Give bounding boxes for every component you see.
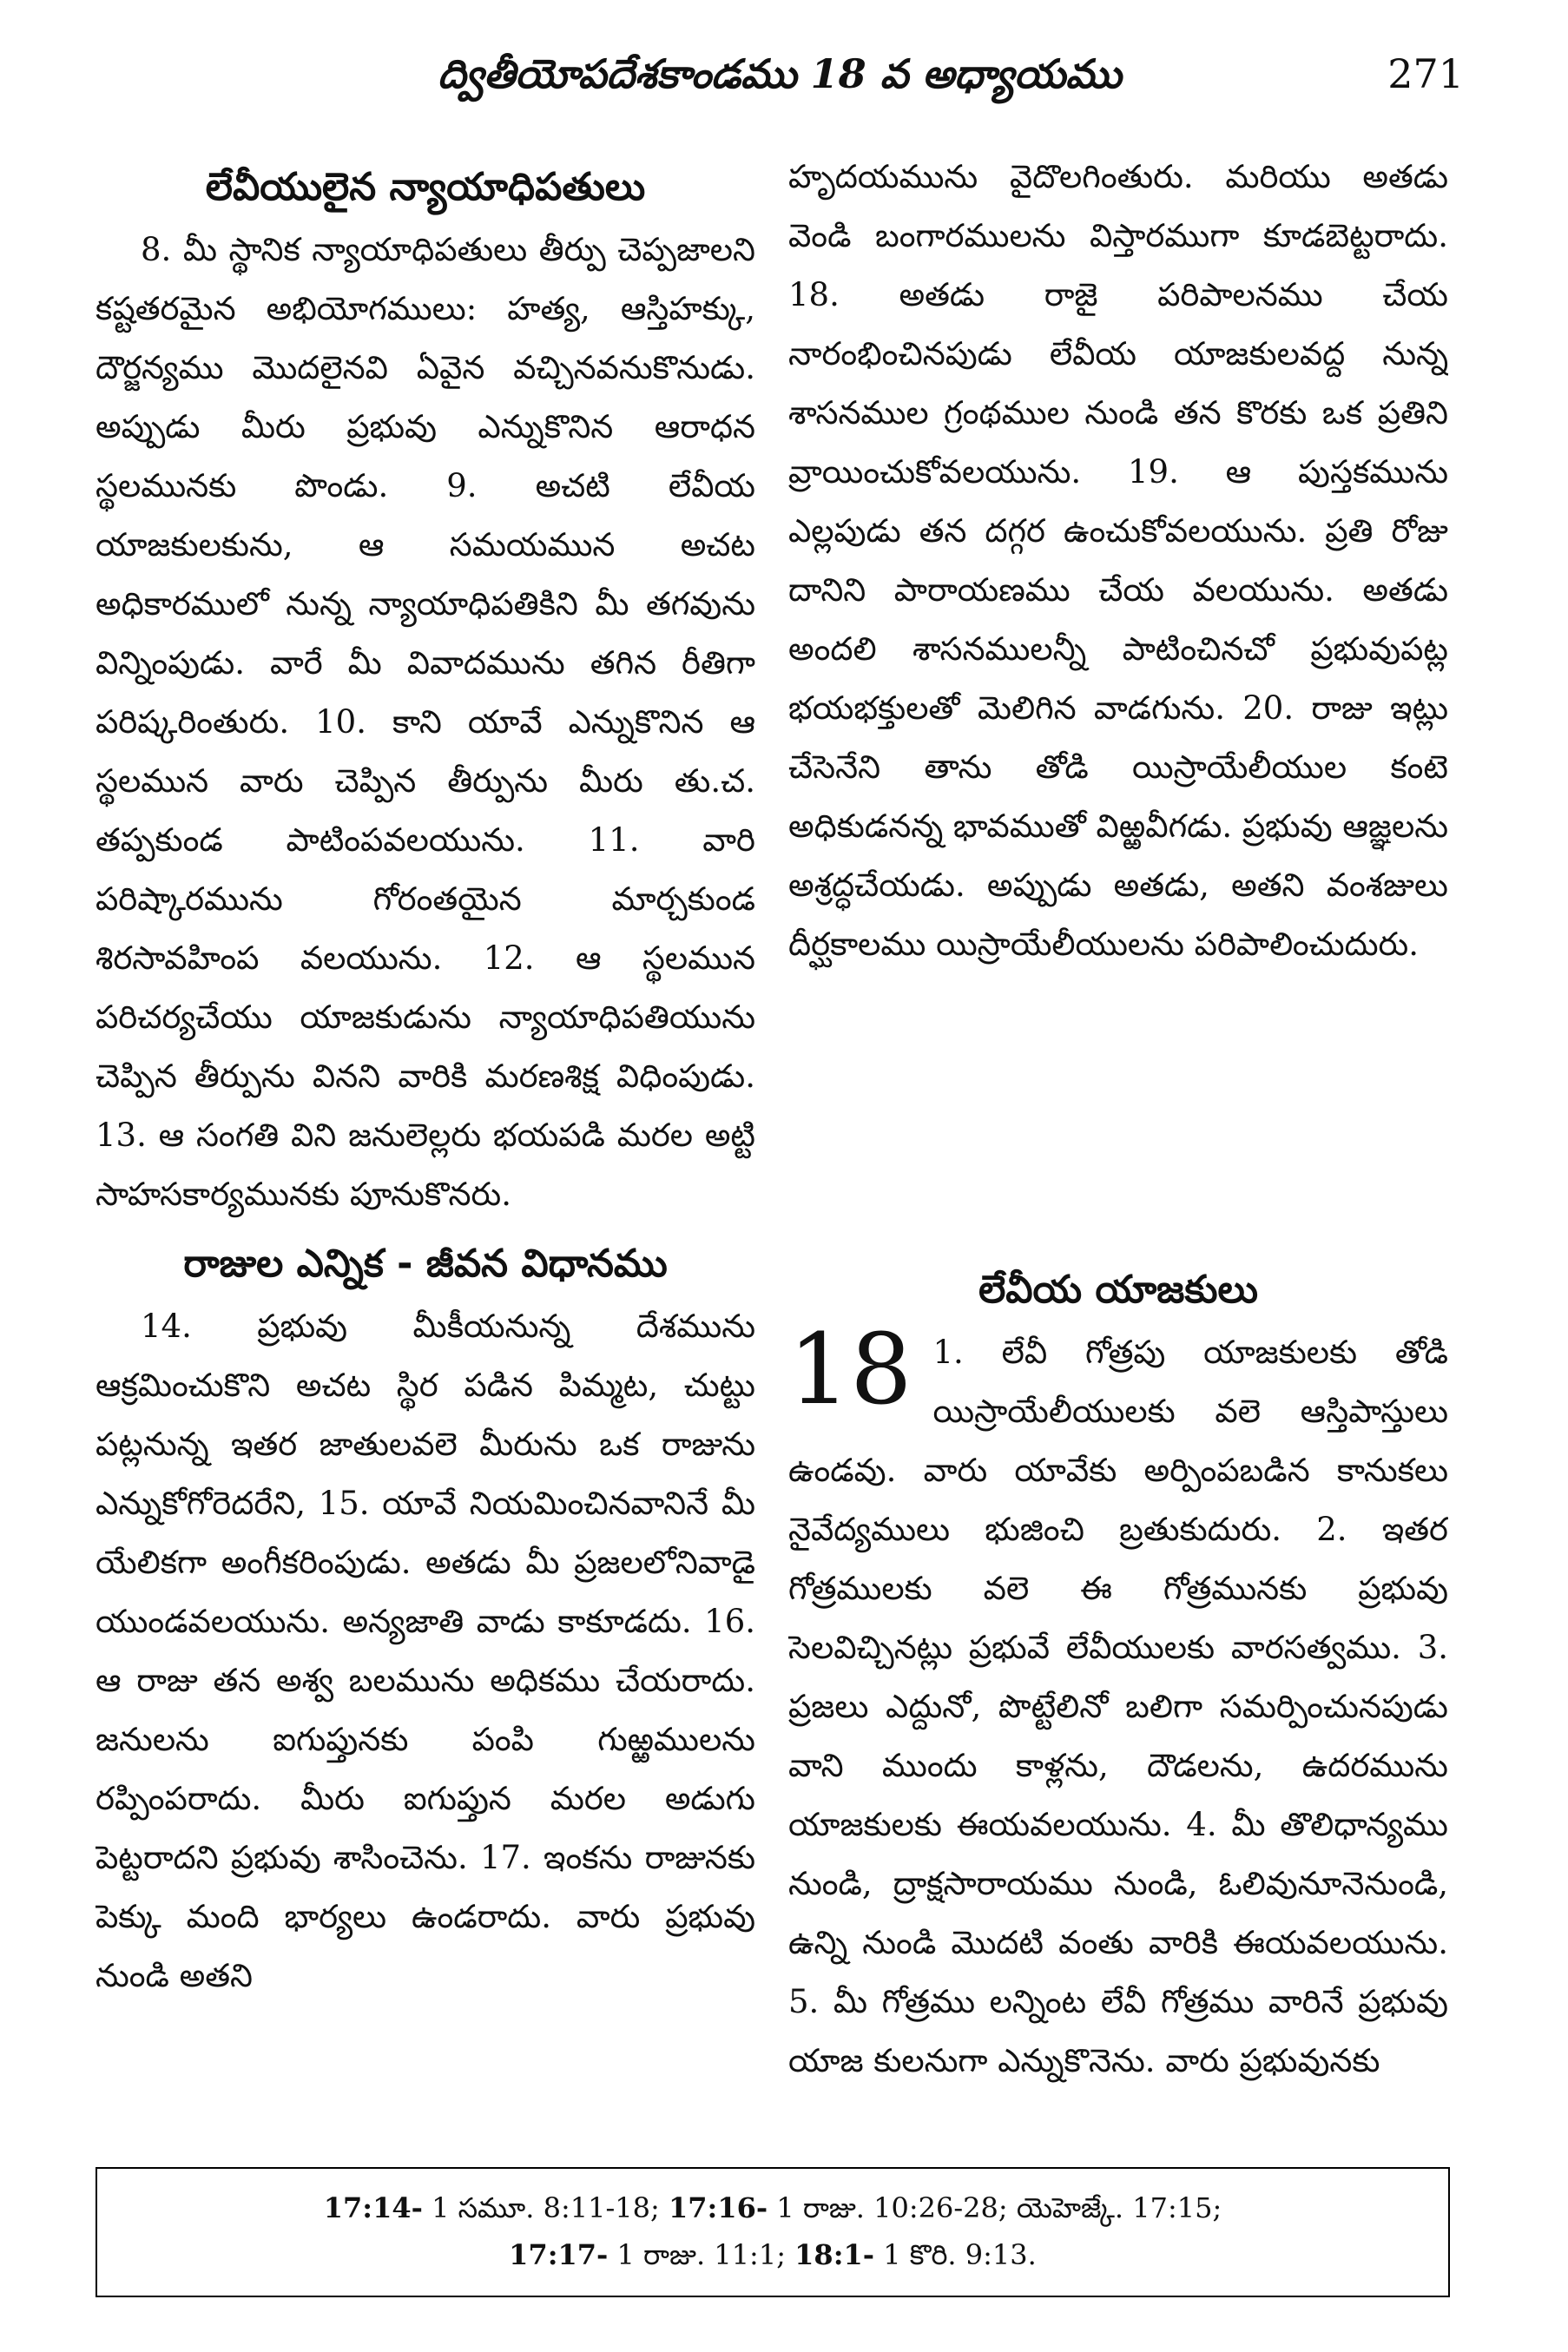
body-paragraph: 14. ప్రభువు మీకీయనున్న దేశమును ఆక్రమించుకొని అచట స్థిర పడిన పిమ్మట, చుట్టు పట్లనున్న ఇతర జాతులవలె మీరును ఒక రాజును ఎన్నుకోగోరెదరేని, 15. యావే నియమించినవానినే మీ యేలికగా అంగీకరింపుడు. అతడు మీ ప్రజలలోనివాడై యుండవలయును. అన్యజాతి వాడు కాకూడదు. 16. ఆ రాజు తన అశ్వ బలమును అధికము చేయరాదు. జనులను ఐగుప్తునకు పంపి గుఱ్ఱములను రప్పింపరాదు. మీరు ఐగుప్తున మరల అడుగు పెట్టరాదని ప్రభువు శాసించెను. 17. ఇంకను రాజునకు పెక్కు మంది భార్యలు ఉండరాదు. వారు ప్రభువు నుండి అతని (96, 1308, 755, 1994)
right-column (788, 148, 1448, 2101)
footnote-ref: 17:14- (323, 2191, 423, 2224)
body-paragraph: హృదయమును వైదొలగింతురు. మరియు అతడు వెండి బంగారములను విస్తారముగా కూడబెట్టరాదు. 18. అతడు రాజై పరిపాలనము చేయ నారంభించినపుడు లేవీయ యాజకులవద్ద నున్న శాసనముల గ్రంథముల నుండి తన కొరకు ఒక ప్రతిని వ్రాయించుకోవలయును. 19. ఆ పుస్తకమును ఎల్లపుడు తన దగ్గర ఉంచుకోవలయును. ప్రతి రోజు దానిని పారాయణము చేయ వలయును. అతడు అందలి శాసనములన్నీ పాటించినచో ప్రభువుపట్ల భయభక్తులతో మెలిగిన వాడగును. 20. రాజు ఇట్లు చేసెనేని తాను తోడి యిస్రాయేలీయుల కంటె అధికుడనన్న భావముతో విఱ్ఱవీగడు. ప్రభువు ఆజ్ఞలను అశ్రద్ధచేయడు. అప్పుడు అతడు, అతని వంశజులు దీర్ఘకాలము యిస్రాయేలీయులను పరిపాలించుదురు. (788, 158, 1448, 963)
running-title: ద్వితీయోపదేశకాండము 18 వ అధ్యాయము (438, 50, 1122, 97)
continued-text-block (788, 148, 1448, 1250)
footnote-line (115, 2231, 1431, 2278)
footnote-text: 1 రాజు. 11:1; (608, 2238, 795, 2271)
chapter-block (788, 1314, 1448, 2091)
footnote-ref: 17:16- (668, 2191, 768, 2224)
body-paragraph: 8. మీ స్థానిక న్యాయాధిపతులు తీర్పు చెప్పజాలని కష్టతరమైన అభియోగములు: హత్య, ఆస్తిహక్కు, దౌర్జన్యము మొదలైనవి ఏవైన వచ్చినవనుకొనుడు. అప్పుడు మీరు ప్రభువు ఎన్నుకొనిన ఆరాధన స్థలమునకు పొండు. 9. అచటి లేవీయ యాజకులకును, ఆ సమయమున అచట అధికారములో నున్న న్యాయాధిపతికిని మీ తగవును విన్నింపుడు. వారే మీ వివాదమును తగిన రీతిగా పరిష్కరింతురు. 10. కాని యావే ఎన్నుకొనిన ఆ స్థలమున వారు చెప్పిన తీర్పును మీరు తు.చ. తప్పకుండ పాటింపవలయును. 11. వారి పరిష్కారమును గోరంతయైన మార్చకుండ శిరసావహింప వలయును. 12. ఆ స్థలమున పరిచర్యచేయు యాజకుడును న్యాయాధిపతియును చెప్పిన తీర్పును వినని వారికి మరణశిక్ష విధింపుడు. 13. ఆ సంగతి విని జనులెల్లరు భయపడి మరల అట్టి సాహసకార్యమునకు పూనుకొనరు. (96, 231, 755, 1213)
page-number: 271 (1387, 50, 1464, 97)
section-heading: లేవీయులైన న్యాయాధిపతులు (205, 165, 646, 209)
left-column (96, 148, 755, 2101)
footnote-ref: 18:1- (794, 2238, 875, 2271)
footnote-line (115, 2184, 1431, 2231)
section-heading: రాజుల ఎన్నిక - జీవన విధానము (183, 1242, 668, 1286)
footnote-text: 1 కొరి. 9:13. (874, 2238, 1037, 2271)
footnote-ref: 17:17- (509, 2238, 609, 2271)
footnote-text: 1 రాజు. 10:26-28; యెహెజ్కే. 17:15; (768, 2191, 1222, 2224)
chapter-number: 18 (788, 1314, 912, 1426)
running-header (96, 50, 1464, 120)
section-heading: లేవీయ యాజకులు (978, 1268, 1258, 1312)
footnote-text: 1 సమూ. 8:11-18; (422, 2191, 669, 2224)
body-paragraph: 1. లేవీ గోత్రపు యాజకులకు తోడి యిస్రాయేలీయులకు వలె ఆస్తిపాస్తులు ఉండవు. వారు యావేకు అర్పింపబడిన కానుకలు నైవేద్యములు భుజించి బ్రతుకుదురు. 2. ఇతర గోత్రములకు వలె ఈ గోత్రమునకు ప్రభువు సెలవిచ్చినట్లు ప్రభువే లేవీయులకు వారసత్వము. 3. ప్రజలు ఎద్దునో, పొట్టేలినో బలిగా సమర్పించునపుడు వాని ముందు కాళ్లను, దౌడలను, ఉదరమును యాజకులకు ఈయవలయును. 4. మీ తొలిధాన్యము నుండి, ద్రాక్షసారాయము నుండి, ఓలివునూనెనుండి, ఉన్ని నుండి మొదటి వంతు వారికి ఈయవలయును. 5. మీ గోత్రము లన్నింట లేవీ గోత్రము వారినే ప్రభువు యాజ కులనుగా ఎన్నుకొనెను. వారు ప్రభువునకు (788, 1334, 1448, 2079)
cross-reference-box (96, 2167, 1450, 2297)
